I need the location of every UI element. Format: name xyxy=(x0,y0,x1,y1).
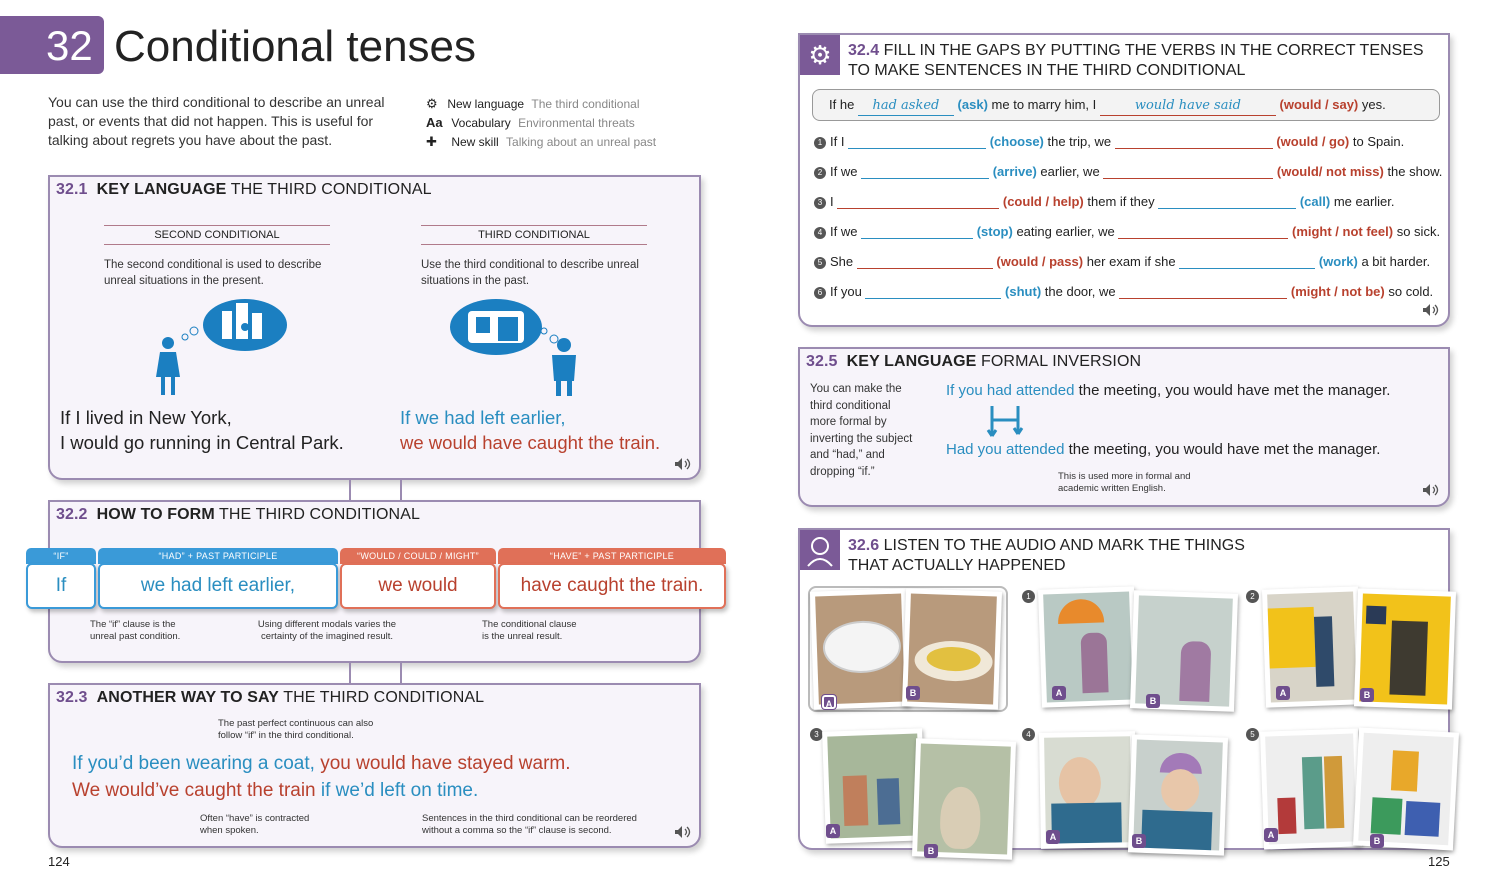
answer-option-a[interactable]: A xyxy=(822,695,836,709)
photo-q5-b-packing[interactable] xyxy=(1353,727,1459,850)
note-conditional-clause: The conditional clause is the unreal result. xyxy=(482,619,577,642)
third-conditional-desc: Use the third conditional to describe unreal situations in the past. xyxy=(421,259,639,287)
gears-icon: ⚙ xyxy=(426,96,438,111)
page-number-right: 125 xyxy=(1428,854,1450,869)
photo-q3-b-owl[interactable] xyxy=(912,738,1016,859)
answer-input-4b[interactable] xyxy=(1118,223,1288,239)
exercise-item-3: 3 I (could / help) them if they (call) me earlier. xyxy=(814,193,1395,209)
answer-option-b[interactable]: B xyxy=(906,686,920,700)
page-title: Conditional tenses xyxy=(114,22,477,71)
exercise-item-2: 2 If we (arrive) earlier, we (would/ not miss) the show. xyxy=(814,163,1442,179)
connector xyxy=(349,663,351,683)
meta-list xyxy=(426,96,686,153)
section-32-1 xyxy=(48,175,701,480)
puzzle-piece-would: we would xyxy=(340,563,496,609)
answer-input-3b[interactable] xyxy=(1158,193,1296,209)
section-32-5 xyxy=(798,347,1450,507)
answer-option-a[interactable]: A xyxy=(1264,828,1278,842)
answer-input-6b[interactable] xyxy=(1119,283,1287,299)
exercise-item-1: 1 If I (choose) the trip, we (would / go) to Spain. xyxy=(814,133,1404,149)
connector xyxy=(400,663,402,683)
intro-text: You can use the third conditional to describe an unreal past, or events that did not happen. This is useful for talking about regrets you have about the past. xyxy=(48,94,385,148)
question-number-1: 1 xyxy=(1022,590,1035,603)
listening-head-icon xyxy=(800,530,840,570)
swap-arrow-icon xyxy=(986,404,1026,440)
connector xyxy=(400,480,402,500)
question-number-3: 3 xyxy=(810,728,823,741)
second-conditional-example: If I lived in New York, I would go running in Central Park. xyxy=(60,407,344,453)
answer-option-a[interactable]: A xyxy=(1276,686,1290,700)
worked-example: If he had asked (ask) me to marry him, I would have said (would / say) yes. xyxy=(812,89,1440,121)
note-if-clause: The “if” clause is the unreal past condition. xyxy=(90,619,181,642)
section-heading: 32.4 FILL IN THE GAPS BY PUTTING THE VERBS IN THE CORRECT TENSES TO MAKE SENTENCES IN THE THIRD CONDITIONAL xyxy=(848,42,1424,79)
aa-icon: Aa xyxy=(426,115,443,130)
answer-input-2a[interactable] xyxy=(861,163,989,179)
audio-icon[interactable] xyxy=(674,457,692,471)
question-number-2: 2 xyxy=(1246,590,1259,603)
question-number-4: 4 xyxy=(1022,728,1035,741)
section-32-3 xyxy=(48,683,701,848)
example-sentence-2: We would’ve caught the train if we’d left on time. xyxy=(72,780,479,801)
inversion-note: This is used more in formal and academic written English. xyxy=(1058,471,1191,494)
connector xyxy=(349,480,351,500)
unit-number-badge xyxy=(0,16,104,74)
section-heading: 32.3 ANOTHER WAY TO SAY THE THIRD CONDITIONAL xyxy=(56,689,485,706)
answer-input-2b[interactable] xyxy=(1103,163,1273,179)
puzzle-icon: ✚ xyxy=(426,134,437,149)
puzzle-piece-had: we had left earlier, xyxy=(98,563,338,609)
answer-option-b[interactable]: B xyxy=(924,844,938,858)
section-heading: 32.6 LISTEN TO THE AUDIO AND MARK THE THINGS THAT ACTUALLY HAPPENED xyxy=(848,537,1245,574)
third-conditional-example: If we had left earlier, we would have caught the train. xyxy=(400,407,661,453)
section-heading: 32.5 KEY LANGUAGE FORMAL INVERSION xyxy=(806,353,1142,370)
puzzle-label-would: “WOULD / COULD / MIGHT” xyxy=(340,548,496,564)
unit-number: 32 xyxy=(46,22,93,69)
answer-option-a[interactable]: A xyxy=(1052,686,1066,700)
page-number-left: 124 xyxy=(48,854,70,869)
answer-input-5b[interactable] xyxy=(1179,253,1315,269)
answer-option-b[interactable]: B xyxy=(1370,834,1384,848)
puzzle-label-if: “IF” xyxy=(26,548,96,564)
answer-input-1b[interactable] xyxy=(1115,133,1273,149)
second-conditional-heading: SECOND CONDITIONAL xyxy=(104,225,330,245)
exercise-item-5: 5 She (would / pass) her exam if she (work) a bit harder. xyxy=(814,253,1430,269)
meta-new-language: ⚙ New language The third conditional xyxy=(426,96,640,111)
note-reordered: Sentences in the third conditional can be reordered without a comma so the “if” clause is second. xyxy=(422,813,637,836)
answer-input-6a[interactable] xyxy=(865,283,1001,299)
section-32-4 xyxy=(798,33,1450,327)
answer-option-a[interactable]: A xyxy=(826,824,840,838)
puzzle-piece-if: If xyxy=(26,563,96,609)
section-heading: 32.1 KEY LANGUAGE THE THIRD CONDITIONAL xyxy=(56,181,432,198)
missed-train-illustration xyxy=(448,297,598,397)
inversion-example-1: If you had attended the meeting, you would have met the manager. xyxy=(946,382,1391,399)
exercise-item-4: 4 If we (stop) eating earlier, we (might / not feel) so sick. xyxy=(814,223,1440,239)
answer-option-a[interactable]: A xyxy=(1046,830,1060,844)
third-conditional-heading: THIRD CONDITIONAL xyxy=(421,225,647,245)
inversion-example-2: Had you attended the meeting, you would have met the manager. xyxy=(946,441,1381,458)
answer-option-b[interactable]: B xyxy=(1360,688,1374,702)
audio-icon[interactable] xyxy=(674,825,692,839)
gears-icon: ⚙ xyxy=(800,35,840,75)
answer-input-1a[interactable] xyxy=(848,133,986,149)
meta-new-skill: ✚ New skill Talking about an unreal past xyxy=(426,134,657,149)
section-heading: 32.2 HOW TO FORM THE THIRD CONDITIONAL xyxy=(56,506,420,523)
puzzle-label-have: “HAVE” + PAST PARTICIPLE xyxy=(498,548,726,564)
audio-icon[interactable] xyxy=(1422,483,1440,497)
audio-icon[interactable] xyxy=(1422,303,1440,317)
question-number-5: 5 xyxy=(1246,728,1259,741)
answer-input-3a[interactable] xyxy=(837,193,999,209)
photo-example-a-empty-plate[interactable] xyxy=(810,588,910,709)
exercise-item-6: 6 If you (shut) the door, we (might / not be) so cold. xyxy=(814,283,1433,299)
puzzle-piece-have: have caught the train. xyxy=(498,563,726,609)
second-conditional-desc: The second conditional is used to describe unreal situations in the present. xyxy=(104,259,322,287)
answer-input-5a[interactable] xyxy=(857,253,993,269)
answer-option-b[interactable]: B xyxy=(1132,834,1146,848)
meta-vocabulary: Aa Vocabulary Environmental threats xyxy=(426,115,635,130)
person-dreaming-illustration xyxy=(150,297,300,397)
inversion-desc: You can make the third conditional more formal by inverting the subject and “had,” and dropping “if.” xyxy=(810,383,913,478)
note-contracted: Often “have” is contracted when spoken. xyxy=(200,813,310,836)
answer-option-b[interactable]: B xyxy=(1146,694,1160,708)
note-modals: Using different modals varies the certainty of the imagined result. xyxy=(257,619,397,642)
note-past-perfect-continuous: The past perfect continuous can also follow “if” in the third conditional. xyxy=(218,718,374,741)
example-sentence-1: If you’d been wearing a coat, you would have stayed warm. xyxy=(72,753,571,774)
photo-q1-b-rain[interactable] xyxy=(1130,590,1238,712)
answer-input-4a[interactable] xyxy=(861,223,973,239)
puzzle-label-had: “HAD” + PAST PARTICIPLE xyxy=(98,548,338,564)
